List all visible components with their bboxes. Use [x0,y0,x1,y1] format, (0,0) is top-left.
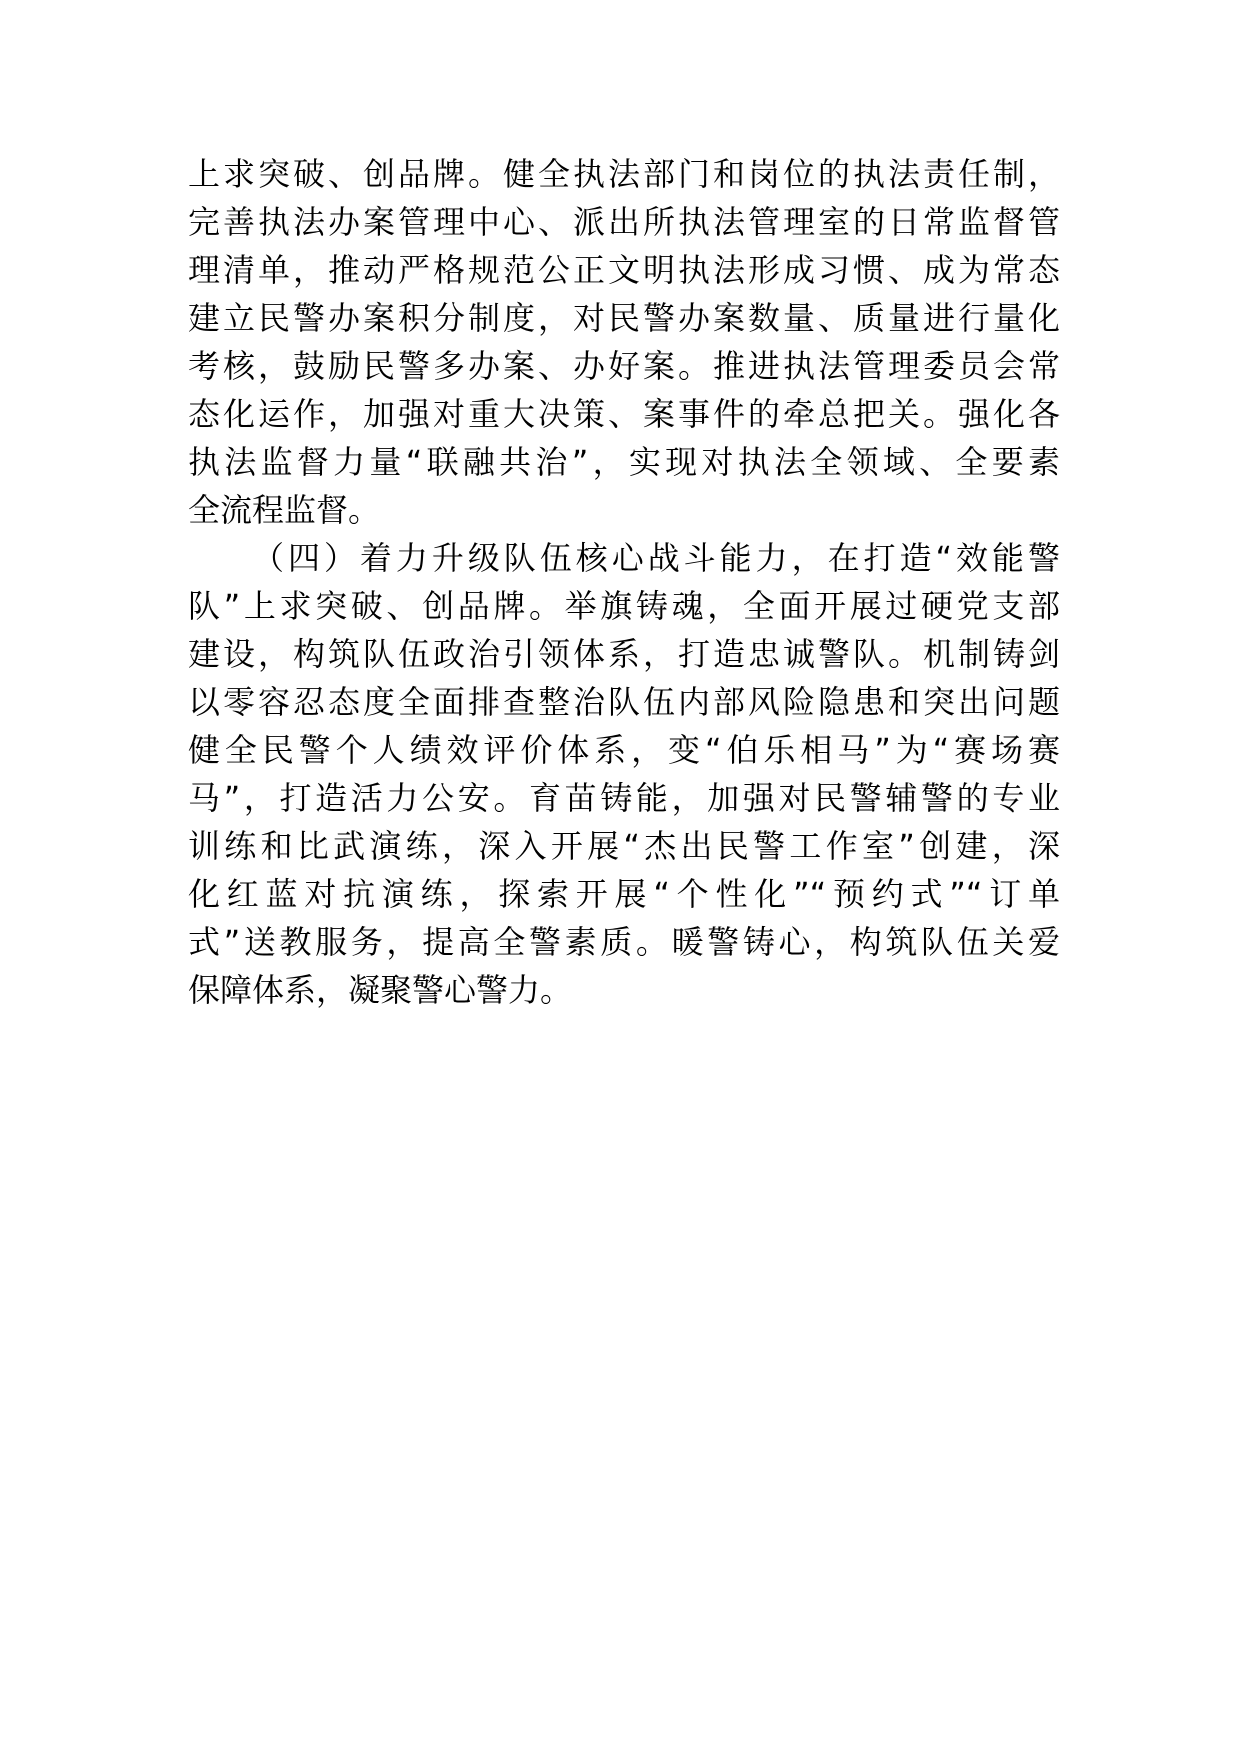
paragraph-2 [188,534,1060,1014]
paragraph-line: （四）着力升级队伍核心战斗能力，在打造“效能警 [252,539,1060,577]
paragraph-line: 队”上求突破、创品牌。举旗铸魂，全面开展过硬党支部 [188,587,1060,625]
paragraph-line: 执法监督力量“联融共治”，实现对执法全领域、全要素 [188,443,1060,481]
paragraph-line: 完善执法办案管理中心、派出所执法管理室的日常监督管 [188,203,1060,241]
paragraph-line: 健全民警个人绩效评价体系，变“伯乐相马”为“赛场赛 [188,731,1060,769]
paragraph-line: 保障体系，凝聚警心警力。 [188,971,573,1009]
paragraph-line: 上求突破、创品牌。健全执法部门和岗位的执法责任制， [188,155,1060,193]
document-body [188,150,1060,1014]
paragraph-line: 式”送教服务，提高全警素质。暖警铸心，构筑队伍关爱 [188,923,1060,961]
paragraph-1 [188,150,1060,534]
paragraph-line: 建设，构筑队伍政治引领体系，打造忠诚警队。机制铸剑 [188,635,1060,673]
paragraph-line: 以零容忍态度全面排查整治队伍内部风险隐患和突出问题 [188,683,1060,721]
paragraph-line: 建立民警办案积分制度，对民警办案数量、质量进行量化 [188,299,1060,337]
paragraph-line: 化红蓝对抗演练，探索开展“个性化”“预约式”“订单 [188,875,1060,913]
paragraph-line: 理清单，推动严格规范公正文明执法形成习惯、成为常态 [188,251,1060,289]
paragraph-line: 全流程监督。 [188,491,381,529]
paragraph-line: 态化运作，加强对重大决策、案事件的牵总把关。强化各 [188,395,1060,433]
paragraph-line: 训练和比武演练，深入开展“杰出民警工作室”创建，深 [188,827,1060,865]
paragraph-line: 考核，鼓励民警多办案、办好案。推进执法管理委员会常 [188,347,1060,385]
paragraph-line: 马”，打造活力公安。育苗铸能，加强对民警辅警的专业 [188,779,1060,817]
